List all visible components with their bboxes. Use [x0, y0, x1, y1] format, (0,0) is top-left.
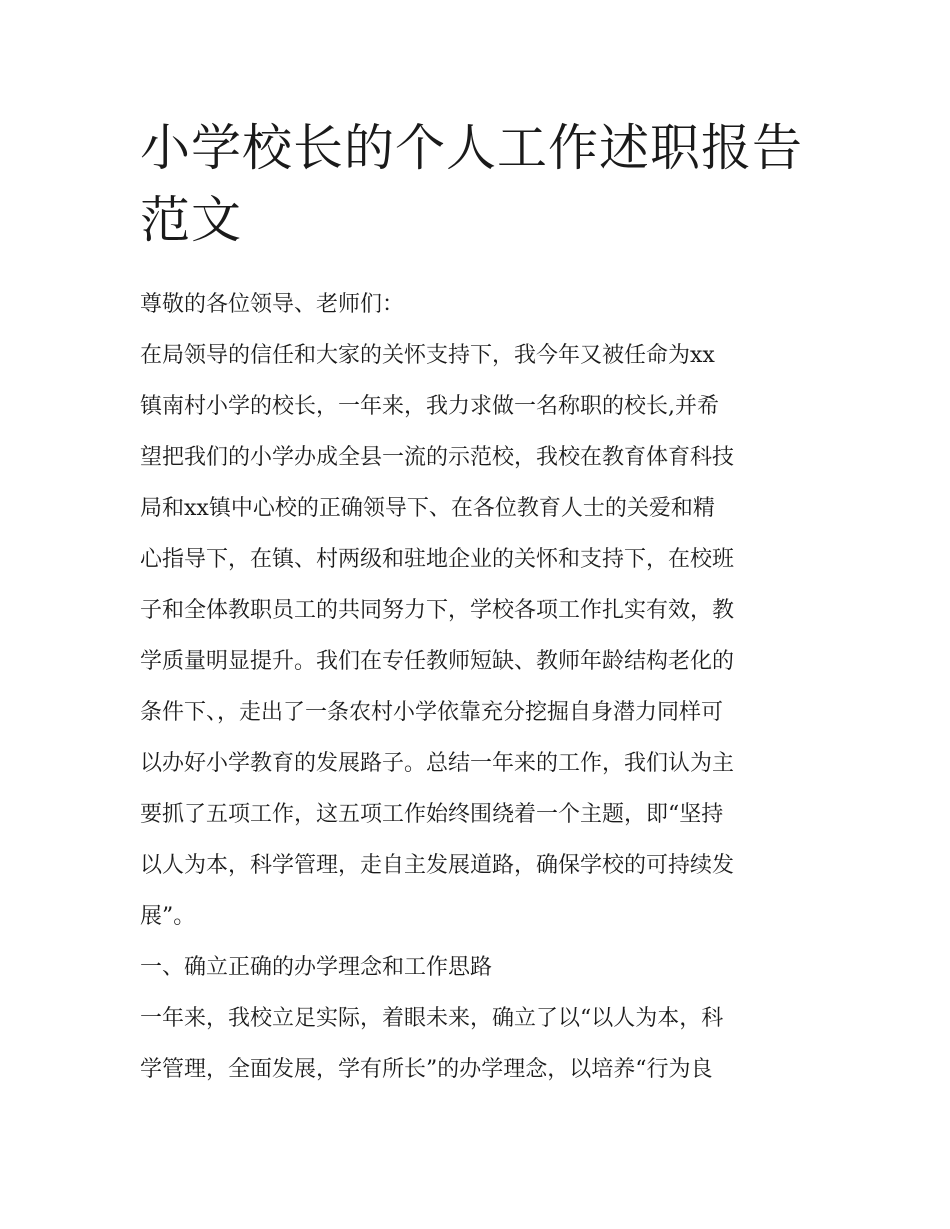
- paragraph-line: 心指导下，在镇、村两级和驻地企业的关怀和支持下，在校班: [140, 547, 735, 572]
- salutation-line: 尊敬的各位领导、老师们：: [140, 292, 405, 317]
- paragraph-line: 要抓了五项工作，这五项工作始终围绕着一个主题，即“坚持: [140, 802, 724, 827]
- paragraph-line: 学管理，全面发展，学有所长”的办学理念，以培养“行为良: [140, 1057, 713, 1082]
- paragraph-line: 学质量明显提升。我们在专任教师短缺、教师年龄结构老化的: [140, 649, 735, 674]
- paragraph-line: 一年来，我校立足实际，着眼未来，确立了以“以人为本，科: [140, 1006, 724, 1031]
- paragraph-line: 镇南村小学的校长，一年来，我力求做一名称职的校长,并希: [140, 394, 719, 419]
- paragraph-line: 以办好小学教育的发展路子。总结一年来的工作，我们认为主: [140, 751, 735, 776]
- title-line: 范文: [140, 191, 242, 249]
- paragraph-line: 局和xx镇中心校的正确领导下、在各位教育人士的关爱和精: [140, 496, 715, 521]
- title-line: 小学校长的个人工作述职报告: [140, 119, 803, 177]
- paragraph-line: 在局领导的信任和大家的关怀支持下，我今年又被任命为xx: [140, 343, 715, 368]
- section-heading: 一、确立正确的办学理念和工作思路: [140, 955, 493, 980]
- document-title: [140, 112, 830, 256]
- paragraph-line: 子和全体教职员工的共同努力下，学校各项工作扎实有效，教: [140, 598, 735, 623]
- paragraph-line: 展”。: [140, 904, 196, 929]
- paragraph-line: 望把我们的小学办成全县一流的示范校，我校在教育体育科技: [140, 445, 735, 470]
- paragraph-line: 以人为本，科学管理，走自主发展道路，确保学校的可持续发: [140, 853, 735, 878]
- paragraph-line: 条件下、，走出了一条农村小学依靠充分挖掘自身潜力同样可: [140, 700, 724, 725]
- document-body: [140, 279, 820, 1095]
